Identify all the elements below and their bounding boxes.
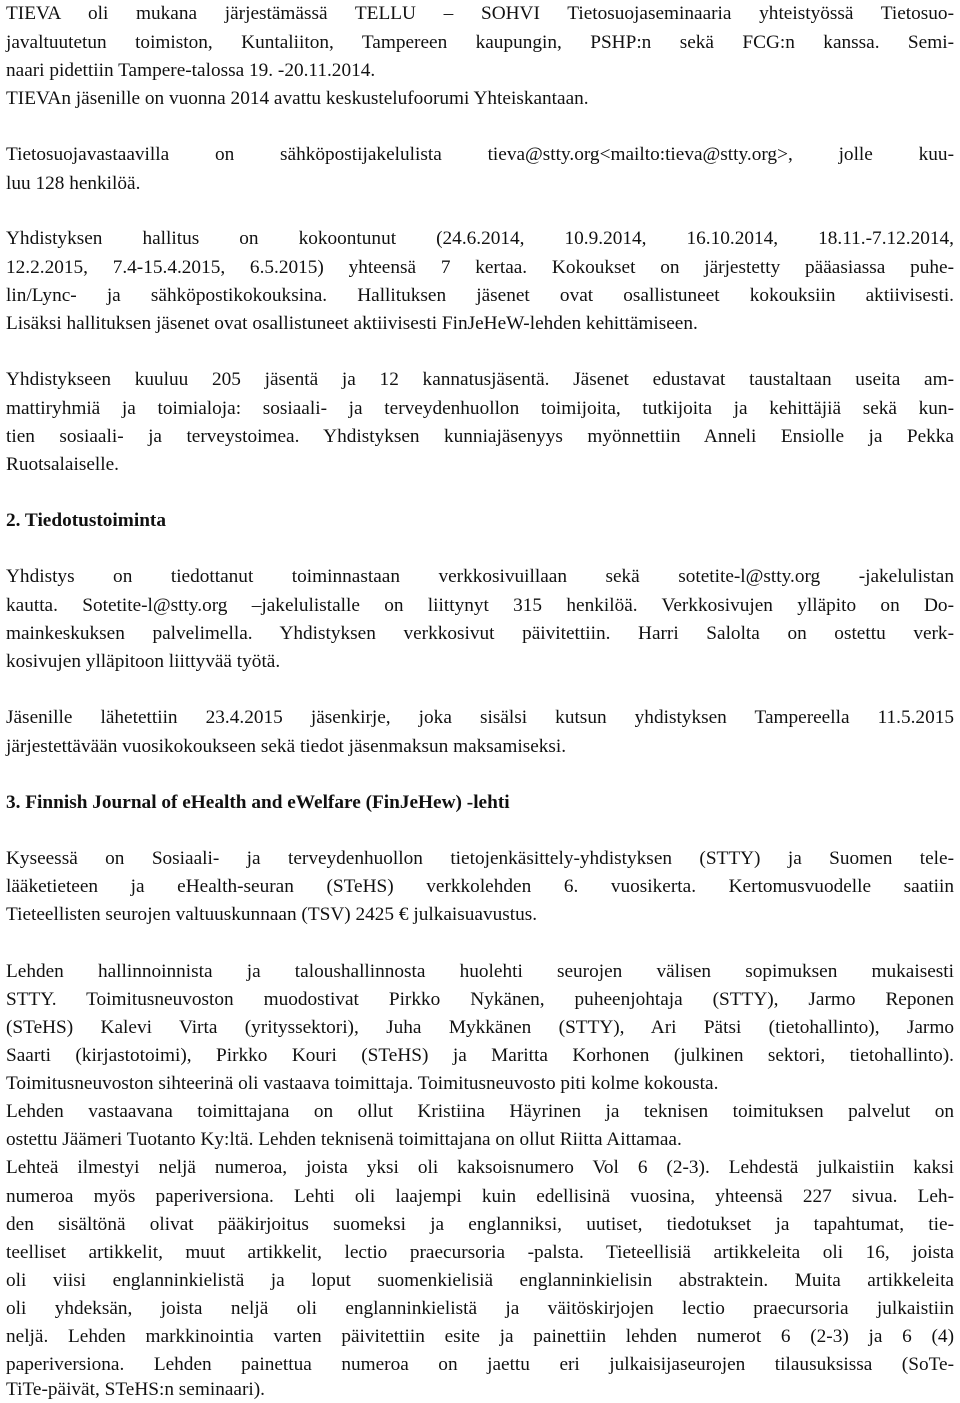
section-2-line: järjestettävään vuosikokoukseen sekä tiedot jäsenmaksun maksamiseksi. xyxy=(6,736,567,757)
section-3-line: neljä. Lehden markkinointia varten päivitettiin esite ja painettiin lehden numerot 6 (2-3) ja 6 (4) xyxy=(6,1326,954,1347)
section-3-line: den sisältönä olivat pääkirjoitus suomeksi ja englanniksi, uutiset, tiedotukset ja tapahtumat, tie- xyxy=(6,1214,954,1235)
section-3-line: numeroa myös paperiversiona. Lehti oli laajempi kuin edellisinä vuosina, yhteensä 227 sivua. Leh- xyxy=(6,1186,954,1207)
intro-line: naari pidettiin Tampere-talossa 19. -20.11.2014. xyxy=(6,60,376,81)
section-3-line: (STeHS) Kalevi Virta (yrityssektori), Juha Mykkänen (STTY), Ari Pätsi (tietohallinto), Jarmo xyxy=(6,1017,954,1038)
section-3-line: teelliset artikkelit, muut artikkelit, lectio praecursoria -palsta. Tieteellisiä artikkeleita oli 16, joista xyxy=(6,1242,954,1263)
section-3-line: Tieteellisten seurojen valtuuskunnaan (TSV) 2425 € julkaisuavustus. xyxy=(6,904,538,925)
intro-line: TIEVAn jäsenille on vuonna 2014 avattu keskustelufoorumi Yhteiskantaan. xyxy=(6,88,589,109)
members-line: tien sosiaali- ja terveystoimea. Yhdistyksen kunniajäsenyys myönnettiin Anneli Ensiolle ja Pekka xyxy=(6,426,954,447)
board-line: 12.2.2015, 7.4-15.4.2015, 6.5.2015) yhteensä 7 kertaa. Kokoukset on järjestetty pääasiassa puhe- xyxy=(6,257,954,278)
section-2-line: Yhdistys on tiedottanut toiminnastaan verkkosivuillaan sekä sotetite-l@stty.org -jakelulistan xyxy=(6,566,954,587)
section-2-line: Jäsenille lähetettiin 23.4.2015 jäsenkirje, joka sisälsi kutsun yhdistyksen Tampereella 11.5.2015 xyxy=(6,707,954,728)
section-3-line: oli viisi englanninkielistä ja loput suomenkielisiä englanninkielisin abstraktein. Muita artikkeleita xyxy=(6,1270,954,1291)
members-line: Ruotsalaiselle. xyxy=(6,454,119,475)
intro-line: TIEVA oli mukana järjestämässä TELLU – SOHVI Tietosuojaseminaaria yhteistyössä Tietosuo- xyxy=(6,3,954,24)
board-line: lin/Lync- ja sähköpostikokouksina. Hallituksen jäsenet ovat osallistuneet kokouksiin aktiivisesti. xyxy=(6,285,954,306)
section-2-line: mainkeskuksen palvelimella. Yhdistyksen verkkosivut päivitettiin. Harri Salolta on ostettu verk- xyxy=(6,623,954,644)
section-3-line: STTY. Toimitusneuvoston muodostivat Pirkko Nykänen, puheenjohtaja (STTY), Jarmo Reponen xyxy=(6,989,954,1010)
section-2-line: kautta. Sotetite-l@stty.org –jakelulistalle on liittynyt 315 henkilöä. Verkkosivujen ylläpito on Do- xyxy=(6,595,954,616)
section-3-heading: 3. Finnish Journal of eHealth and eWelfare (FinJeHew) -lehti xyxy=(6,792,510,813)
section-2-line: kosivujen ylläpitoon liittyvää työtä. xyxy=(6,651,281,672)
members-line: mattiryhmiä ja toimialoja: sosiaali- ja terveydenhuollon toimijoita, tutkijoita ja kehittäjiä sekä kun- xyxy=(6,398,954,419)
intro-line: javaltuutetun toimiston, Kuntaliiton, Tampereen kaupungin, PSHP:n sekä FCG:n kanssa. Semi- xyxy=(6,32,954,53)
section-3-line: paperiversiona. Lehden painettua numeroa on jaettu eri julkaisijaseurojen tilausuksissa (SoTe- xyxy=(6,1354,954,1375)
section-3-line: Kyseessä on Sosiaali- ja terveydenhuollon tietojenkäsittely-yhdistyksen (STTY) ja Suomen tele- xyxy=(6,848,954,869)
section-3-line: Lehden hallinnoinnista ja taloushallinnosta huolehti seurojen välisen sopimuksen mukaisesti xyxy=(6,961,954,982)
members-line: Yhdistykseen kuuluu 205 jäsentä ja 12 kannatusjäsentä. Jäsenet edustavat taustaltaan useita am- xyxy=(6,369,954,390)
section-3-line: ostettu Jäämeri Tuotanto Ky:ltä. Lehden teknisenä toimittajana on ollut Riitta Aittamaa. xyxy=(6,1129,682,1150)
section-3-line: oli yhdeksän, joista neljä oli englanninkielistä ja väitöskirjojen lectio praecursoria julkaistiin xyxy=(6,1298,954,1319)
mailing-list-line: Tietosuojavastaavilla on sähköpostijakelulista tieva@stty.org<mailto:tieva@stty.org>, jolle kuu- xyxy=(6,144,954,165)
section-3-line: Saarti (kirjastotoimi), Pirkko Kouri (STeHS) ja Maritta Korhonen (julkinen sektori, tietohallinto). xyxy=(6,1045,954,1066)
section-3-line: Lehteä ilmestyi neljä numeroa, joista yksi oli kaksoisnumero Vol 6 (2-3). Lehdestä julkaistiin kaksi xyxy=(6,1157,954,1178)
section-3-line: Lehden vastaavana toimittajana on ollut Kristiina Häyrinen ja teknisen toimituksen palvelut on xyxy=(6,1101,954,1122)
board-line: Lisäksi hallituksen jäsenet ovat osallistuneet aktiivisesti FinJeHeW-lehden kehittämiseen. xyxy=(6,313,698,334)
section-3-line: Toimitusneuvoston sihteerinä oli vastaava toimittaja. Toimitusneuvosto piti kolme kokousta. xyxy=(6,1073,719,1094)
section-3-line: lääketieteen ja eHealth-seuran (STeHS) verkkolehden 6. vuosikerta. Kertomusvuodelle saatiin xyxy=(6,876,954,897)
section-2-heading: 2. Tiedotustoiminta xyxy=(6,510,166,531)
board-line: Yhdistyksen hallitus on kokoontunut (24.6.2014, 10.9.2014, 16.10.2014, 18.11.-7.12.2014, xyxy=(6,228,954,249)
mailing-list-line: luu 128 henkilöä. xyxy=(6,173,141,194)
section-3-line: TiTe-päivät, STeHS:n seminaari). xyxy=(6,1379,265,1400)
